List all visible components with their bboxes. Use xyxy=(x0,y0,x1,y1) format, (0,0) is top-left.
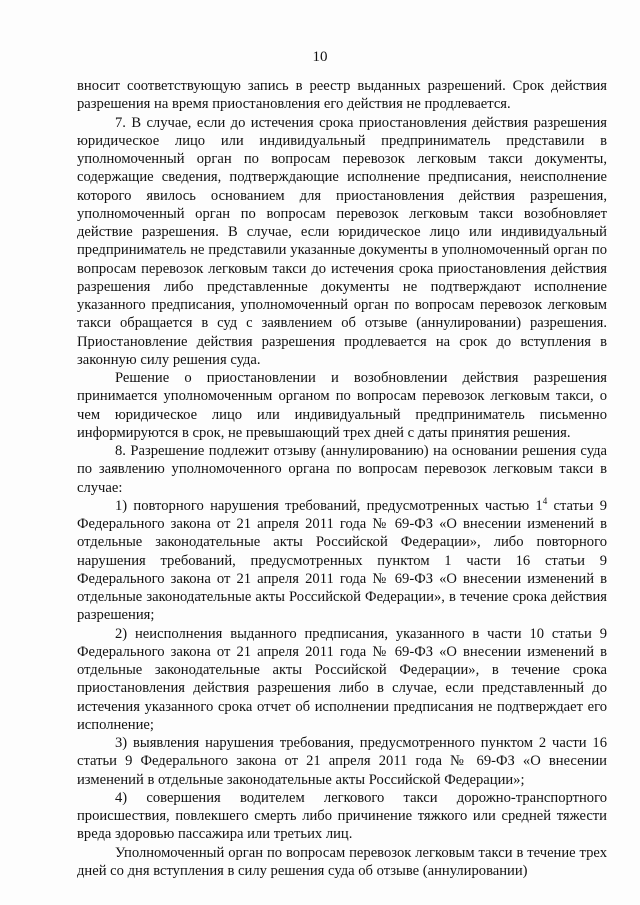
page-number: 10 xyxy=(312,49,328,65)
paragraph-subitem-4: 4) совершения водителем легкового такси дорожно-транспортного происшествия, повлекшего смерть либо причинение тяжкого или средней тяжести вреда здоровью пассажира или третьих лиц. xyxy=(77,789,607,843)
paragraph-decision: Решение о приостановлении и возобновлении действия разрешения принимается уполномоченным органом по вопросам перевозок легковым такси, о чем юридическое лицо или индивидуальный предприниматель письменно информируются в срок, не превышающий трех дней с даты принятия решения. xyxy=(77,370,607,441)
document-body xyxy=(77,77,607,880)
paragraph-subitem-2: 2) неисполнения выданного предписания, указанного в части 10 статьи 9 Федерального закона от 21 апреля 2011 года № 69-ФЗ «О внесении изменений в отдельные законодательные акты Российской Федерации», в течение срока приостановления действия разрешения либо в случае, если представленный до истечения указанного срока отчет об исполнении предписания не подтверждает его исполнение; xyxy=(77,625,607,733)
paragraph-subitem-1 xyxy=(77,497,607,625)
paragraph-subitem-3: 3) выявления нарушения требования, предусмотренного пунктом 2 части 16 статьи 9 Федерального закона от 21 апреля 2011 года № 69-ФЗ «О внесении изменений в отдельные законодательные акты Российской Федерации»; xyxy=(77,735,607,788)
superscript-4: 4 xyxy=(542,495,548,506)
paragraph-item-7: 7. В случае, если до истечения срока приостановления действия разрешения юридическое лицо или индивидуальный предприниматель представили в уполномоченный орган по вопросам перевозок легковым такси документы, содержащие сведения, подтверждающие исполнение предписания, неисполнение которого явилось основанием для приостановления действия разрешения, уполномоченный орган по вопросам перевозок легковым такси возобновляет действие разрешения. В случае, если юридическое лицо или индивидуальный предприниматель не представили указанные документы в уполномоченный орган по вопросам перевозок легковым такси до истечения срока приостановления действия разрешения либо представленные документы не подтверждают исполнение указанного предписания, уполномоченный орган по вопросам перевозок легковым такси обращается в суд с заявлением об отзыве (аннулировании) разрешения. Приостановление действия разрешения продлевается на срок до вступления в законную силу решения суда. xyxy=(77,114,607,368)
paragraph-continuation: вносит соответствующую запись в реестр выданных разрешений. Срок действия разрешения на время приостановления его действия не продлевается. xyxy=(77,78,607,113)
subitem-1-text-start: 1) повторного нарушения требований, предусмотренных частью 1 xyxy=(115,497,543,514)
paragraph-final: Уполномоченный орган по вопросам перевозок легковым такси в течение трех дней со дня вступления в силу решения суда об отзыве (аннулировании) xyxy=(77,844,607,879)
paragraph-item-8: 8. Разрешение подлежит отзыву (аннулированию) на основании решения суда по заявлению уполномоченного органа по вопросам перевозок легковым такси в случае: xyxy=(77,443,607,496)
subitem-1-text-end: статьи 9 Федерального закона от 21 апреля 2011 года № 69-ФЗ «О внесении изменений в отдельные законодательные акты Российской Федерации», либо повторного нарушения требований, предусмотренных пунктом 1 части 16 статьи 9 Федерального закона от 21 апреля 2011 года № 69-ФЗ «О внесении изменений в отдельные законодательные акты Российской Федерации», в течение срока действия разрешения; xyxy=(77,497,607,624)
